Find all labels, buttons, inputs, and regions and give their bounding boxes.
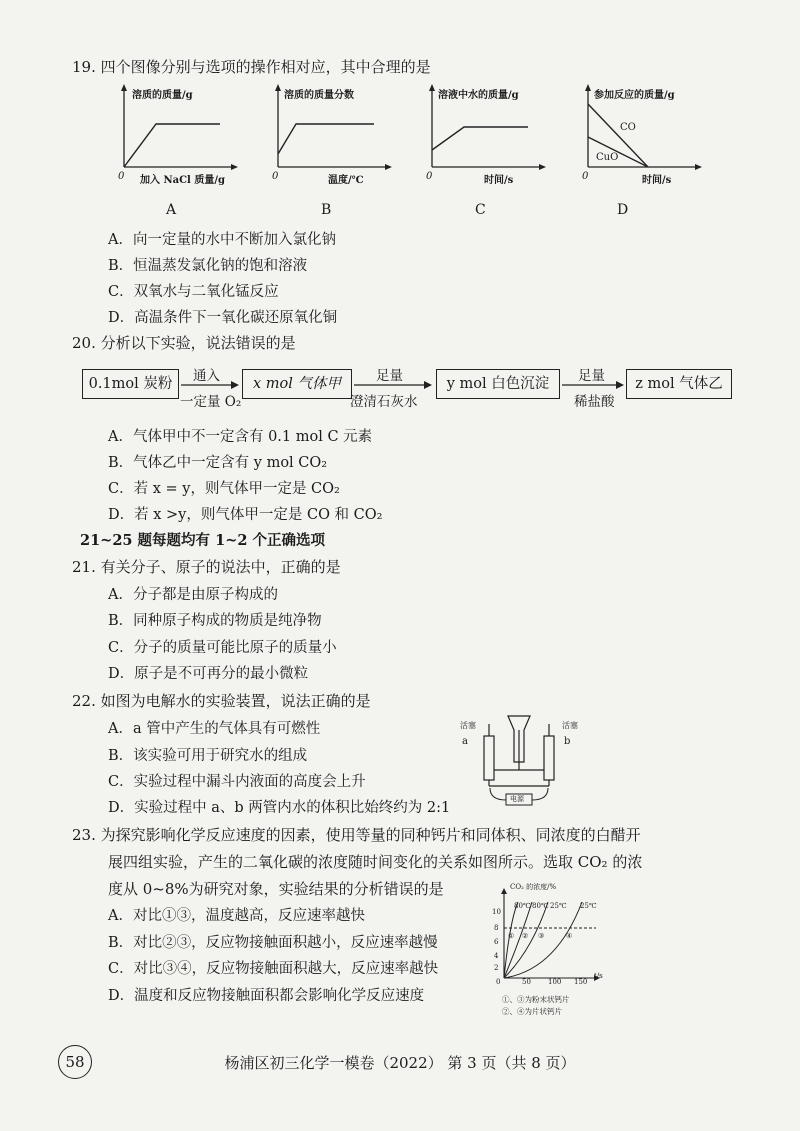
section-note: 21~25 题每题均有 1~2 个正确选项: [80, 532, 325, 549]
page-footer: 杨浦区初三化学一模卷（2022） 第 3 页（共 8 页）: [224, 1054, 576, 1072]
co2-chart-svg: [488, 880, 608, 990]
q19-graph-a: [112, 82, 242, 197]
graph-c-ylabel: 溶液中水的质量/g: [438, 90, 519, 101]
co2-xtick-150: 150: [574, 978, 588, 986]
co2-curve-2: ②: [522, 932, 529, 940]
graph-d-xlabel: 时间/s: [642, 175, 672, 186]
graph-b-origin: 0: [272, 171, 279, 182]
q20-arrow-2-top: 足量: [376, 368, 403, 384]
q19-option-c: C．双氧水与二氧化锰反应: [108, 284, 279, 300]
q23-stem-line3: 度从 0~8%为研究对象，实验结果的分析错误的是: [108, 880, 444, 898]
q19-stem: 19. 四个图像分别与选项的操作相对应，其中合理的是: [72, 58, 431, 76]
q21-option-d: D．原子是不可再分的最小微粒: [108, 666, 309, 682]
q20-arrow-2-bottom: 澄清石灰水: [350, 394, 418, 410]
q20-option-a: A．气体甲中不一定含有 0.1 mol C 元素: [108, 429, 373, 445]
co2-temp-2: 80℃: [532, 902, 549, 910]
q20-option-c: C．若 x = y，则气体甲一定是 CO₂: [108, 481, 340, 497]
graph-a-ylabel: 溶质的质量/g: [132, 90, 193, 101]
co2-xtick-100: 100: [548, 978, 562, 986]
fig-valve-left-label: 活塞: [460, 721, 476, 730]
q20-stem: 20. 分析以下实验，说法错误的是: [72, 334, 296, 352]
co2-legend-1: ①、③为粉末状钙片: [502, 995, 570, 1004]
q20-arrow-3-bottom: 稀盐酸: [574, 394, 615, 410]
q21-option-b: B．同种原子构成的物质是纯净物: [108, 613, 322, 629]
q19-graph-b: [266, 82, 396, 197]
q20-box-gas-b: z mol 气体乙: [626, 369, 732, 399]
co2-curve-4: ④: [566, 932, 573, 940]
fig-power-label: 电源: [510, 795, 524, 803]
graph-d-ylabel: 参加反应的质量/g: [594, 90, 675, 101]
graph-d-series-co: CO: [620, 122, 636, 133]
co2-xtick-50: 50: [522, 978, 531, 986]
graph-a-letter: A: [166, 202, 177, 218]
graph-c-letter: C: [475, 202, 486, 218]
q20-arrow-1-bottom: 一定量 O₂: [180, 394, 242, 410]
graph-d-letter: D: [617, 202, 629, 218]
q23-option-c: C．对比③④，反应物接触面积越大，反应速率越快: [108, 961, 439, 977]
q23-option-b: B．对比②③，反应物接触面积越小，反应速率越慢: [108, 935, 438, 951]
co2-temp-4: 25℃: [580, 902, 597, 910]
co2-ytick-8: 8: [494, 924, 499, 932]
graph-c-origin: 0: [426, 171, 433, 182]
q23-option-d: D．温度和反应物接触面积都会影响化学反应速度: [108, 988, 425, 1004]
fig-valve-right-label: 活塞: [562, 721, 578, 730]
co2-ytick-2: 2: [494, 964, 499, 972]
q22-option-b: B．该实验可用于研究水的组成: [108, 748, 308, 764]
co2-xlabel: t/s: [594, 972, 603, 980]
graph-b-ylabel: 溶质的质量分数: [284, 90, 354, 101]
co2-ytick-6: 6: [494, 938, 499, 946]
q20-arrow-1-top: 通入: [193, 368, 220, 384]
q19-option-b: B．恒温蒸发氯化钠的饱和溶液: [108, 258, 308, 274]
graph-b-xlabel: 温度/℃: [328, 175, 364, 186]
graph-d-series-cuo: CuO: [596, 152, 619, 163]
q21-option-a: A．分子都是由原子构成的: [108, 587, 278, 603]
q20-arrow-3-top: 足量: [578, 368, 605, 384]
graph-b-letter: B: [321, 202, 332, 218]
q19-graph-c: [420, 82, 550, 197]
graph-c-xlabel: 时间/s: [484, 175, 514, 186]
q19-graph-d: [576, 82, 706, 197]
co2-ytick-4: 4: [494, 952, 499, 960]
co2-origin: 0: [496, 978, 501, 986]
q22-stem: 22. 如图为电解水的实验装置，说法正确的是: [72, 692, 371, 710]
graph-d-origin: 0: [582, 171, 589, 182]
co2-legend-2: ②、④为片状钙片: [502, 1007, 562, 1016]
q22-option-c: C．实验过程中漏斗内液面的高度会上升: [108, 774, 366, 790]
co2-curve-3: ③: [538, 932, 545, 940]
co2-ytick-10: 10: [492, 908, 501, 916]
q19-option-a: A．向一定量的水中不断加入氯化钠: [108, 232, 336, 248]
q22-option-a: A．a 管中产生的气体具有可燃性: [108, 721, 321, 737]
q23-stem-line1: 23. 为探究影响化学反应速度的因素，使用等量的同种钙片和同体积、同浓度的白醋开: [72, 826, 641, 844]
q22-option-d: D．实验过程中 a、b 两管内水的体积比始终约为 2:1: [108, 800, 451, 816]
q19-option-d: D．高温条件下一氧化碳还原氧化铜: [108, 310, 338, 326]
q20-option-d: D．若 x >y，则气体甲一定是 CO 和 CO₂: [108, 507, 383, 523]
q21-stem: 21. 有关分子、原子的说法中，正确的是: [72, 558, 341, 576]
q23-stem-line2: 展四组实验，产生的二氧化碳的浓度随时间变化的关系如图所示。选取 CO₂ 的浓: [108, 853, 643, 871]
q21-option-c: C．分子的质量可能比原子的质量小: [108, 640, 337, 656]
co2-temp-1: 80℃: [514, 902, 531, 910]
co2-chart-ylabel: CO₂ 的浓度/%: [510, 883, 557, 891]
q20-option-b: B．气体乙中一定含有 y mol CO₂: [108, 455, 328, 471]
co2-curve-1: ①: [508, 932, 515, 940]
q20-box-gas-a: x mol 气体甲: [242, 369, 352, 399]
fig-tube-a-label: a: [462, 736, 468, 747]
co2-temp-3: 25℃: [550, 902, 567, 910]
q20-box-precipitate: y mol 白色沉淀: [436, 369, 560, 399]
graph-a-xlabel: 加入 NaCl 质量/g: [140, 175, 225, 186]
fig-tube-b-label: b: [564, 736, 571, 747]
page-number-badge: 58: [58, 1045, 92, 1079]
q23-co2-chart: [488, 880, 608, 1020]
q22-electrolysis-figure: [450, 712, 590, 806]
graph-a-origin: 0: [118, 171, 125, 182]
q23-option-a: A．对比①③，温度越高，反应速率越快: [108, 908, 365, 924]
q20-box-carbon: 0.1mol 炭粉: [82, 369, 179, 399]
